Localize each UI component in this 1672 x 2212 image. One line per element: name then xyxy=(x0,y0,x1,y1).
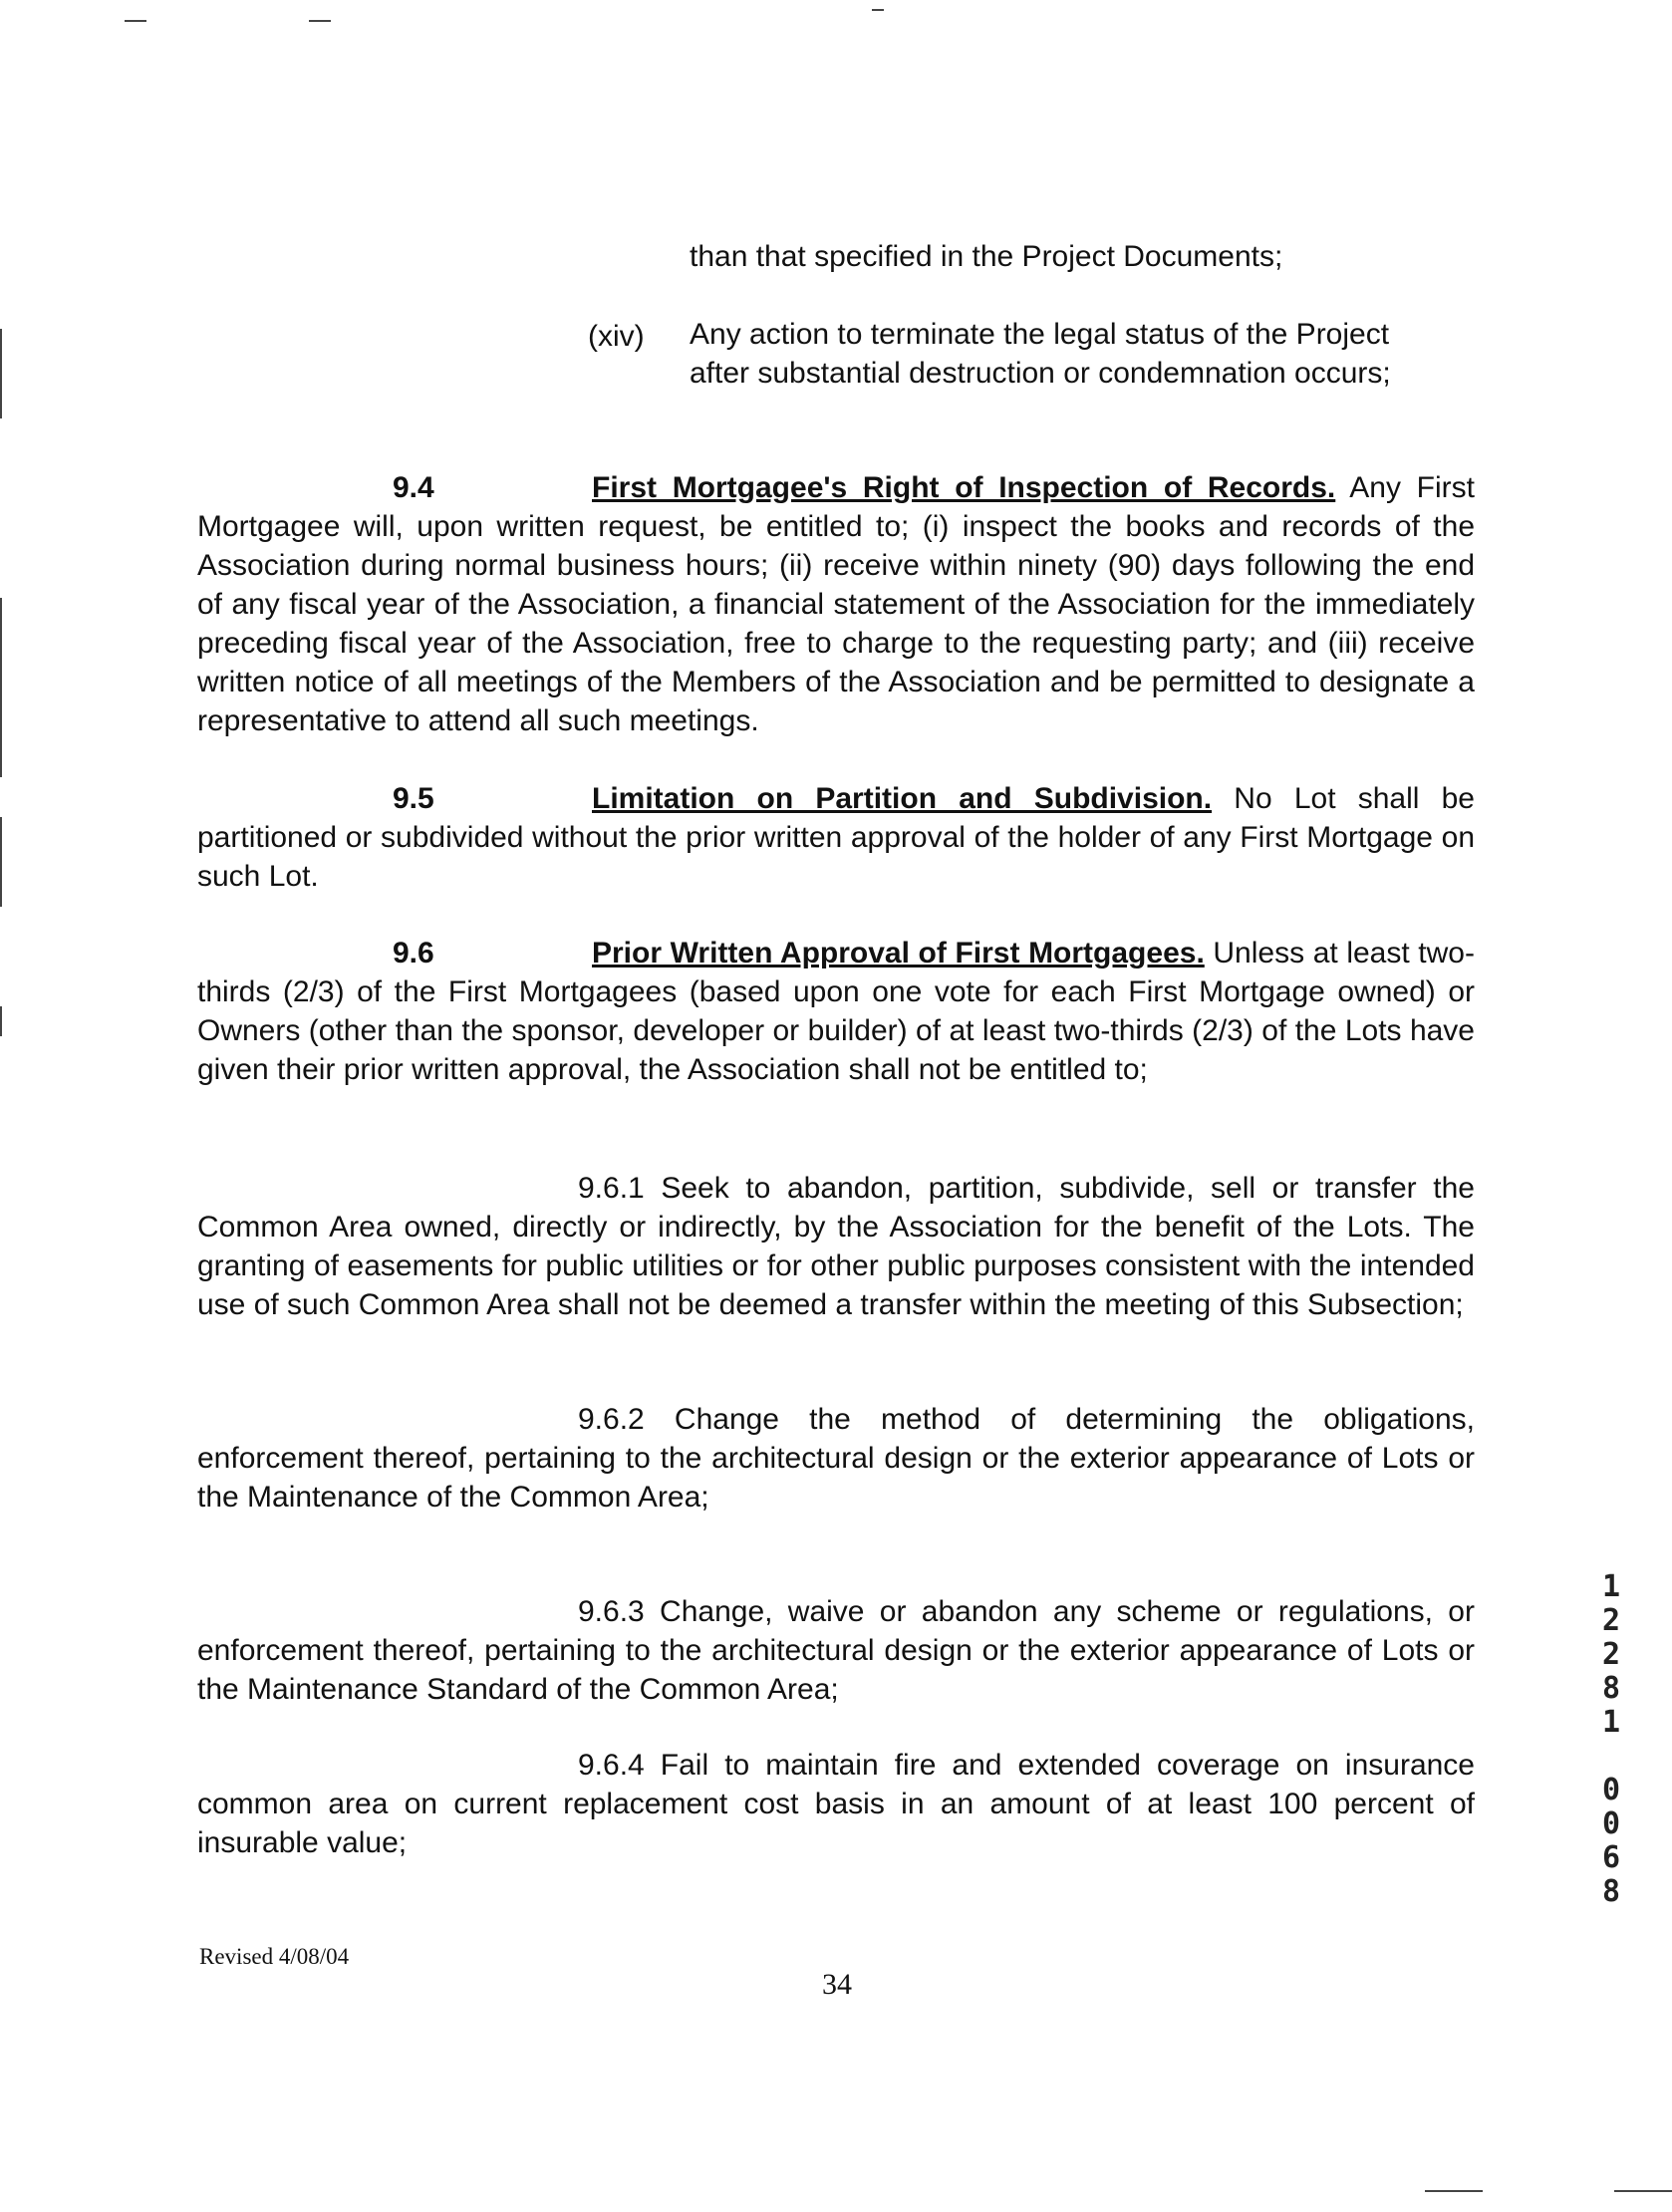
continuation-line: than that specified in the Project Documents; xyxy=(690,240,1283,273)
section-body: Any First Mortgagee will, upon written request, be entitled to; (i) inspect the books and records of the Association during normal business hours; (ii) receive within ninety (90) days following the end of any fiscal year of the Association, a financial statement of the Association for the immediately preceding fiscal year of the Association, free to charge to the requesting party; and (iii) receive written notice of all meetings of the Members of the Association and be permitted to designate a representative to attend all such meetings. xyxy=(197,471,1475,737)
stamp-digit: 2 xyxy=(1601,1637,1621,1672)
subsection-text: Change, waive or abandon any scheme or regulations, or enforcement thereof, pertaining to the architectural design or the exterior appearance of Lots or the Maintenance Standard of the Common Area; xyxy=(197,1595,1475,1706)
stamp-digit: 2 xyxy=(1601,1603,1621,1638)
scan-mark xyxy=(1614,2190,1672,2192)
scan-mark xyxy=(125,20,146,22)
subsection-9-6-2 xyxy=(197,1400,1475,1517)
subsection-text: Seek to abandon, partition, subdivide, sell or transfer the Common Area owned, directly or indirectly, by the Association for the benefit of the Lots. The granting of easements for public utilities or for other public purposes consistent with the intended use of such Common Area shall not be deemed a transfer within the meeting of this Subsection; xyxy=(197,1172,1475,1321)
subsection-9-6-4 xyxy=(197,1746,1475,1862)
section-heading: First Mortgagee's Right of Inspection of Records. xyxy=(592,471,1336,504)
stamp-digit: 8 xyxy=(1601,1874,1621,1909)
stamp-digit: 0 xyxy=(1601,1806,1621,1841)
section-number: 9.5 xyxy=(393,782,434,815)
revised-date: Revised 4/08/04 xyxy=(199,1944,350,1969)
subsection-text: Change the method of determining the obligations, enforcement thereof, pertaining to the architectural design or the exterior appearance of Lots or the Maintenance of the Common Area; xyxy=(197,1403,1475,1514)
scan-mark xyxy=(1425,2190,1483,2192)
subsection-text: Fail to maintain fire and extended coverage on insurance common area on current replacement cost basis in an amount of at least 100 percent of insurable value; xyxy=(197,1749,1475,1859)
stamp-digit: 1 xyxy=(1601,1569,1621,1604)
stamp-digit: 6 xyxy=(1601,1840,1621,1875)
item-xiv-label: (xiv) xyxy=(588,320,645,353)
section-body: No Lot shall be partitioned or subdivided without the prior written approval of the holder of any First Mortgage on such Lot. xyxy=(197,782,1475,893)
stamp-digit: 0 xyxy=(1601,1773,1621,1807)
page-number: 34 xyxy=(822,1968,852,2001)
subsection-number: 9.6.3 xyxy=(578,1595,645,1628)
section-heading: Limitation on Partition and Subdivision. xyxy=(592,782,1213,815)
document-stamp xyxy=(1598,1774,1624,1909)
scan-mark xyxy=(309,20,331,22)
section-body: Unless at least two-thirds (2/3) of the First Mortgagees (based upon one vote for each First Mortgage owned) or Owners (other than the sponsor, developer or builder) of at least two-thirds (2/3) of the Lots have given their prior written approval, the Association shall not be entitled to; xyxy=(197,937,1475,1086)
item-xiv-text xyxy=(690,315,1477,393)
stamp-digit: 1 xyxy=(1601,1705,1621,1740)
section-number: 9.6 xyxy=(393,937,434,969)
section-number: 9.4 xyxy=(393,471,434,504)
item-xiv-line2: after substantial destruction or condemnation occurs; xyxy=(690,357,1391,390)
section-9-4 xyxy=(197,468,1475,740)
document-stamp xyxy=(1598,1570,1624,1740)
scan-mark xyxy=(0,329,2,418)
scan-mark xyxy=(0,598,2,777)
scan-mark xyxy=(872,9,884,11)
scan-mark xyxy=(0,817,2,907)
scan-mark xyxy=(0,1006,2,1036)
subsection-number: 9.6.1 xyxy=(578,1172,645,1205)
subsection-9-6-1 xyxy=(197,1169,1475,1324)
subsection-9-6-3 xyxy=(197,1592,1475,1709)
section-9-6 xyxy=(197,934,1475,1089)
subsection-number: 9.6.4 xyxy=(578,1749,645,1782)
subsection-number: 9.6.2 xyxy=(578,1403,645,1436)
section-9-5 xyxy=(197,779,1475,896)
item-xiv-line1: Any action to terminate the legal status of the Project xyxy=(690,318,1390,351)
section-heading: Prior Written Approval of First Mortgagees. xyxy=(592,937,1205,969)
stamp-digit: 8 xyxy=(1601,1671,1621,1706)
